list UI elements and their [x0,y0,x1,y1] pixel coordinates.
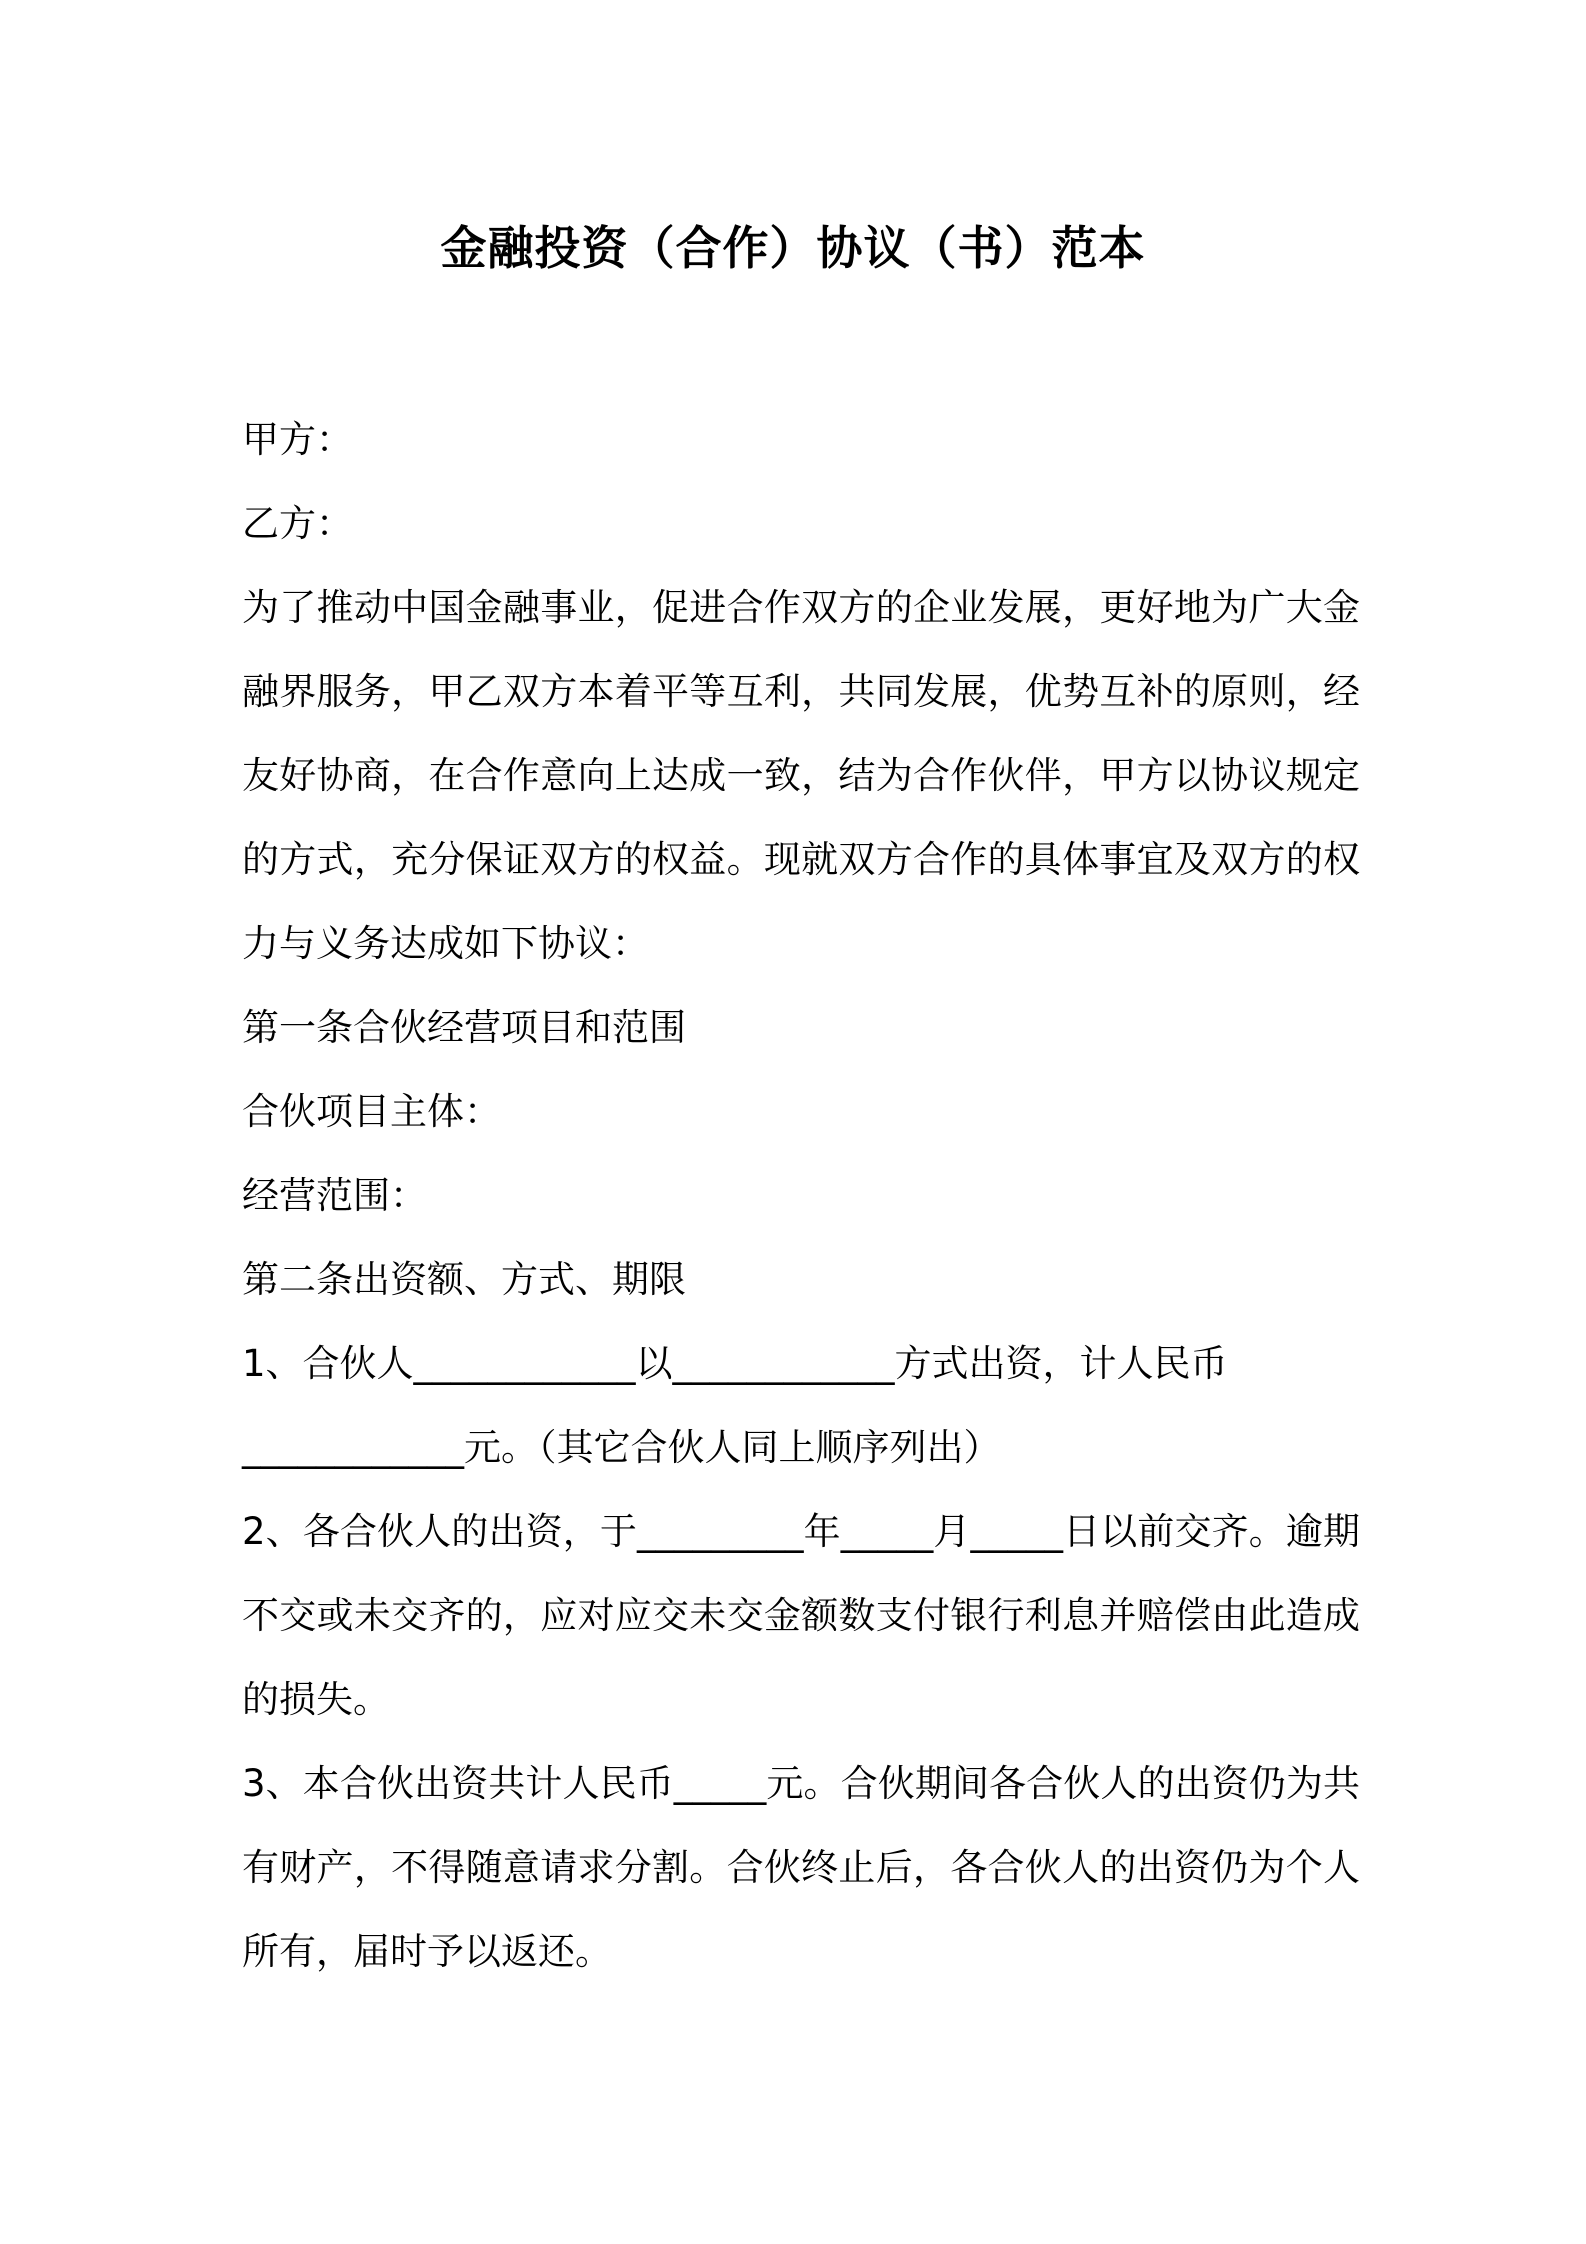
preamble-paragraph: 为了推动中国金融事业，促进合作双方的企业发展，更好地为广大金融界服务，甲乙双方本着平等互利，共同发展，优势互补的原则，经友好协商，在合作意向上达成一致，结为合作伙伴，甲方以协议规定的方式，充分保证双方的权益。现就双方合作的具体事宜及双方的权力与义务达成如下协议： [242,586,1360,965]
clause-one-line-one: 1、合伙人____________以____________方式出资，计人民币 [242,1342,1228,1385]
partnership-subject-line: 合伙项目主体： [242,1090,501,1133]
document-title: 金融投资（合作）协议（书）范本 [440,221,1146,275]
document-body [242,398,1360,1994]
clause-one-line-two: ____________元。（其它合伙人同上顺序列出） [242,1426,1001,1469]
clause-three-paragraph: 3、本合伙出资共计人民币_____元。合伙期间各合伙人的出资仍为共有财产，不得随意请求分割。合伙终止后，各合伙人的出资仍为个人所有，届时予以返还。 [242,1762,1360,1973]
business-scope-line: 经营范围： [242,1174,427,1217]
clause-two-paragraph: 2、各合伙人的出资，于_________年_____月_____日以前交齐。逾期不交或未交齐的，应对应交未交金额数支付银行利息并赔偿由此造成的损失。 [242,1510,1360,1721]
party-b-line: 乙方： [242,502,353,545]
party-a-line: 甲方： [242,418,353,461]
article-one-heading: 第一条合伙经营项目和范围 [242,1006,686,1049]
article-two-heading: 第二条出资额、方式、期限 [242,1258,686,1301]
